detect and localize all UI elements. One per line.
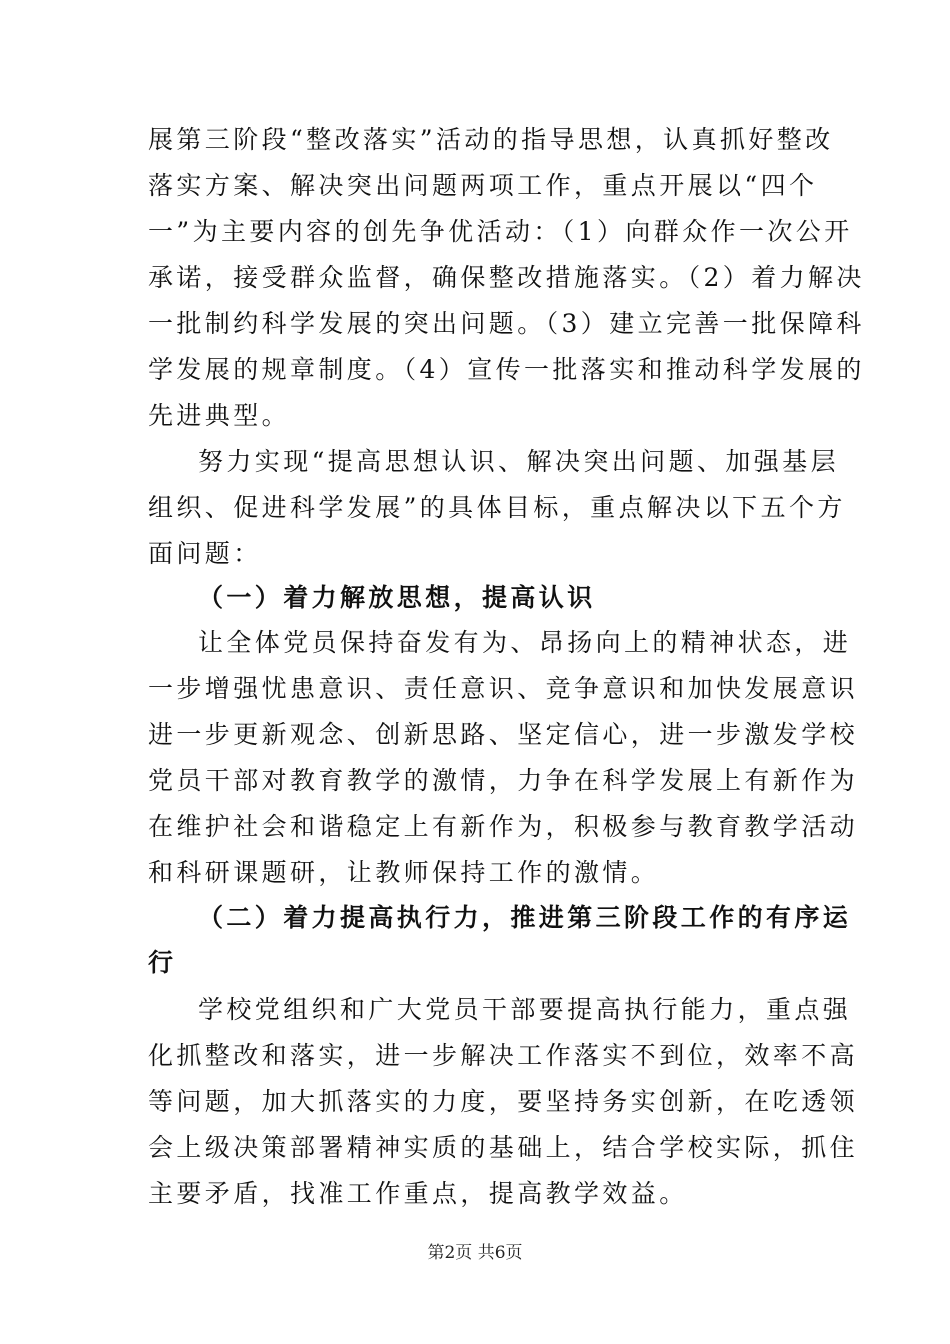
paragraph-line: 让全体党员保持奋发有为、昂扬向上的精神状态，进 (198, 628, 852, 657)
paragraph-line: 一批制约科学发展的突出问题。（3）建立完善一批保障科 (148, 309, 865, 338)
paragraph-line: 组织、促进科学发展”的具体目标，重点解决以下五个方 (148, 493, 846, 522)
paragraph-line: 会上级决策部署精神实质的基础上，结合学校实际，抓住 (148, 1133, 859, 1162)
paragraph-line: 一”为主要内容的创先争优活动：（1）向群众作一次公开 (148, 217, 853, 246)
section-heading: （一）着力解放思想，提高认识 (198, 583, 596, 612)
paragraph-line: 学校党组织和广大党员干部要提高执行能力，重点强 (198, 995, 852, 1024)
paragraph-line: 党员干部对教育教学的激情，力争在科学发展上有新作为 (148, 766, 859, 795)
paragraph-line: 一步增强忧患意识、责任意识、竞争意识和加快发展意识 (148, 674, 859, 703)
paragraph-line: 承诺，接受群众监督，确保整改措施落实。（2）着力解决 (148, 263, 865, 292)
section-heading: （二）着力提高执行力，推进第三阶段工作的有序运 (198, 903, 852, 932)
paragraph-line: 落实方案、解决突出问题两项工作，重点开展以“四个 (148, 171, 818, 200)
section-heading: 行 (148, 948, 177, 977)
paragraph-line: 学发展的规章制度。（4）宣传一批落实和推动科学发展的 (148, 355, 865, 384)
paragraph-line: 化抓整改和落实，进一步解决工作落实不到位，效率不高 (148, 1041, 859, 1070)
paragraph-line: 进一步更新观念、创新思路、坚定信心，进一步激发学校 (148, 720, 859, 749)
paragraph-line: 努力实现“提高思想认识、解决突出问题、加强基层 (198, 447, 839, 476)
paragraph-line: 面问题： (148, 539, 262, 568)
paragraph-line: 和科研课题研，让教师保持工作的激情。 (148, 858, 660, 887)
page-number-footer: 第2页 共6页 (427, 1243, 523, 1263)
paragraph-line: 等问题，加大抓落实的力度，要坚持务实创新，在吃透领 (148, 1087, 859, 1116)
paragraph-line: 先进典型。 (148, 401, 291, 430)
paragraph-line: 在维护社会和谐稳定上有新作为，积极参与教育教学活动 (148, 812, 859, 841)
paragraph-line: 展第三阶段“整改落实”活动的指导思想，认真抓好整改 (148, 125, 834, 154)
paragraph-line: 主要矛盾，找准工作重点，提高教学效益。 (148, 1179, 688, 1208)
